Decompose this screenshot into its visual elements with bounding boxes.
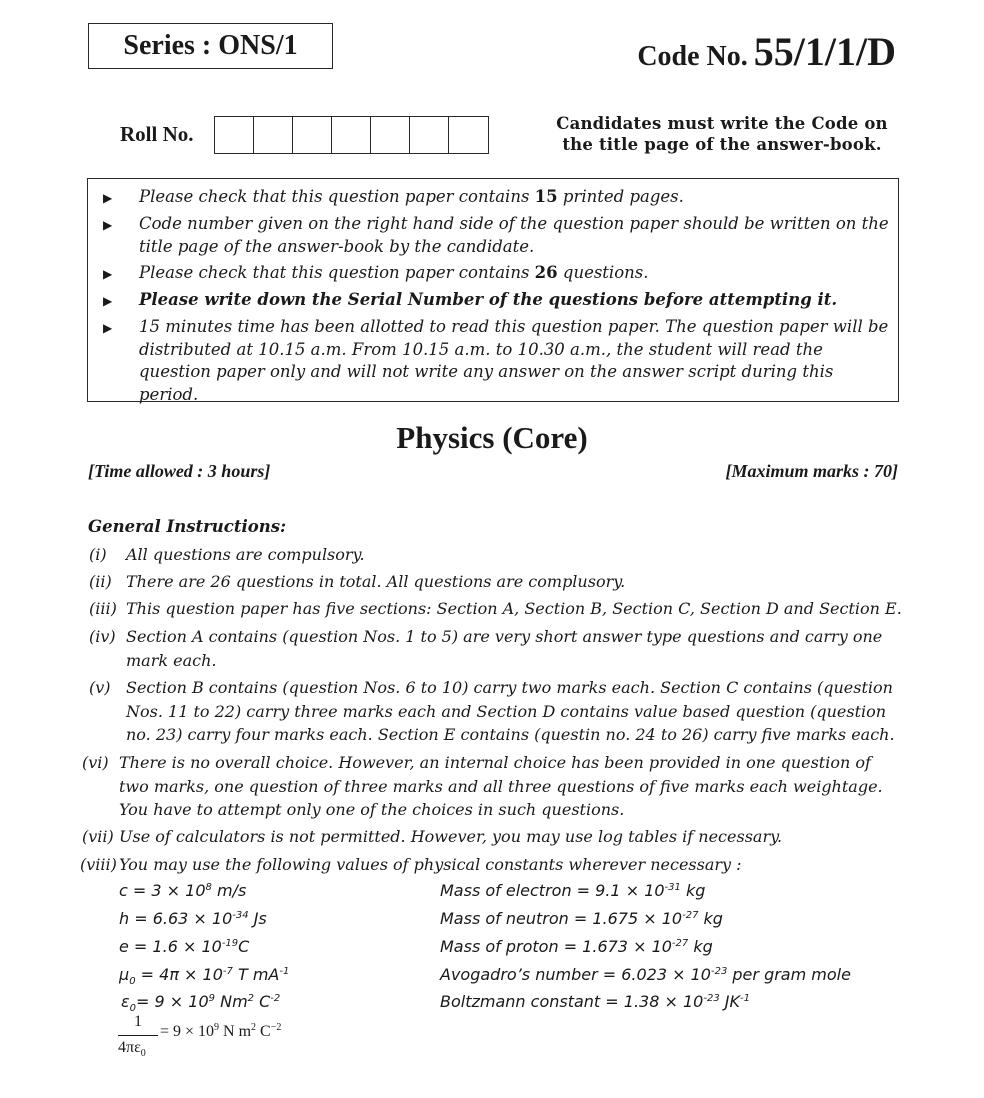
checklist-bold: 26 bbox=[534, 263, 558, 282]
roll-digit-box[interactable] bbox=[371, 117, 410, 153]
instruction-number: (v) bbox=[89, 678, 111, 697]
constant-unit-exponent: -1 bbox=[279, 966, 290, 977]
instruction-text: You may use the following values of physical constants wherever necessary : bbox=[119, 855, 742, 874]
constant-permittivity bbox=[121, 992, 281, 1014]
roll-digit-box[interactable] bbox=[215, 117, 254, 153]
code-number bbox=[637, 28, 896, 75]
instruction-number: (ii) bbox=[89, 572, 112, 591]
constant-label: Avogadro’s number = 6.023 × 10 bbox=[440, 965, 711, 984]
fraction-denominator bbox=[118, 1039, 146, 1057]
constant-symbol: e bbox=[119, 937, 129, 956]
constant-label: Mass of neutron = 1.675 × 10 bbox=[440, 909, 683, 928]
instruction-text: There is no overall choice. However, an internal choice has been provided in one question of two marks, one question of three marks and all three questions of five marks each weightage. You have to attempt only one of the choices in such questions. bbox=[119, 753, 883, 819]
denominator-text: 4πε bbox=[118, 1039, 141, 1056]
constant-symbol: h bbox=[119, 909, 130, 928]
constant-planck bbox=[119, 909, 267, 928]
constant-unit-exponent: 2 bbox=[247, 993, 255, 1004]
constant-label: Boltzmann constant = 1.38 × 10 bbox=[440, 992, 704, 1011]
roll-digit-box[interactable] bbox=[449, 117, 488, 153]
candidate-note-line: Candidates must write the Code on bbox=[556, 114, 888, 133]
constant-exponent: -7 bbox=[222, 966, 233, 977]
instruction-text: There are 26 questions in total. All questions are complusory. bbox=[126, 572, 626, 591]
rhs-unit: C bbox=[256, 1023, 271, 1040]
fraction-numerator: 1 bbox=[134, 1013, 142, 1030]
triangle-bullet-icon: ▶ bbox=[103, 321, 113, 335]
instruction-number: (vi) bbox=[82, 753, 109, 772]
series-label bbox=[88, 23, 333, 69]
series-text: Series : ONS/1 bbox=[123, 30, 298, 61]
constant-exponent: -27 bbox=[682, 910, 699, 921]
constant-unit: per gram mole bbox=[727, 965, 851, 984]
constant-exponent: -31 bbox=[664, 882, 681, 893]
triangle-bullet-icon: ▶ bbox=[103, 267, 113, 281]
constant-unit: Js bbox=[248, 909, 267, 928]
constant-exponent: -19 bbox=[221, 938, 239, 949]
constant-exponent: 9 bbox=[208, 993, 216, 1004]
constant-exponent: -27 bbox=[671, 938, 689, 949]
constant-unit-exponent: -2 bbox=[270, 993, 281, 1004]
triangle-bullet-icon: ▶ bbox=[103, 191, 113, 205]
checklist-text: Code number given on the right hand side of the question paper should be written on the title page of the answer-book by the candidate. bbox=[139, 214, 889, 256]
constant-label: Mass of proton = 1.673 × 10 bbox=[440, 937, 672, 956]
constant-speed-of-light bbox=[119, 881, 246, 900]
time-allowed: [Time allowed : 3 hours] bbox=[88, 461, 271, 481]
instruction-number: (iv) bbox=[89, 627, 116, 646]
code-label: Code No. bbox=[637, 41, 748, 72]
checklist-text: 15 minutes time has been allotted to read this question paper. The question paper will be distributed at 10.15 a.m. From 10.15 a.m. to 10.30 a.m., the student will read the question paper only and will not write any answer on the answer script during this period. bbox=[139, 317, 889, 404]
instruction-number: (iii) bbox=[89, 599, 117, 618]
triangle-bullet-icon: ▶ bbox=[103, 294, 113, 308]
roll-number-boxes bbox=[214, 116, 489, 154]
constant-symbol: μ bbox=[119, 965, 130, 984]
constant-unit-exponent: -1 bbox=[739, 993, 750, 1004]
constant-unit: Nm bbox=[215, 992, 248, 1011]
constant-unit: kg bbox=[688, 937, 713, 956]
roll-digit-box[interactable] bbox=[254, 117, 293, 153]
instruction-text: Section B contains (question Nos. 6 to 10) carry two marks each. Section C contains (question Nos. 11 to 22) carry three marks each and Section D contains value based question (question no. 23) carry four marks each. Section E contains (questin no. 24 to 26) carry five marks each. bbox=[126, 678, 895, 744]
constant-exponent: -34 bbox=[232, 910, 249, 921]
denominator-subscript: 0 bbox=[140, 1048, 146, 1059]
constant-symbol: ε bbox=[121, 992, 130, 1011]
constant-exponent: -23 bbox=[703, 993, 720, 1004]
constant-subscript: 0 bbox=[129, 976, 136, 987]
constant-proton-mass bbox=[440, 937, 713, 956]
constant-avogadro bbox=[440, 965, 851, 984]
checklist-box bbox=[87, 178, 899, 402]
checklist-item bbox=[139, 316, 891, 406]
instruction-text: Use of calculators is not permitted. However, you may use log tables if necessary. bbox=[119, 827, 783, 846]
checklist-item bbox=[139, 213, 891, 258]
instruction-text: All questions are compulsory. bbox=[126, 545, 365, 564]
constant-electron-mass bbox=[440, 881, 705, 900]
constant-electron-charge bbox=[119, 937, 249, 956]
instruction-number: (vii) bbox=[82, 827, 114, 846]
constant-unit: kg bbox=[680, 881, 706, 900]
instruction-number: (i) bbox=[89, 545, 107, 564]
constant-symbol: c bbox=[119, 881, 128, 900]
candidate-note-line: the title page of the answer-book. bbox=[562, 135, 882, 154]
constant-value: = 6.63 × 10 bbox=[129, 909, 233, 928]
checklist-text: questions. bbox=[557, 263, 649, 282]
constant-exponent: 8 bbox=[205, 882, 212, 893]
constant-subscript: 0 bbox=[129, 1003, 137, 1014]
rhs-unit-exponent: −2 bbox=[270, 1022, 282, 1033]
rhs-unit-exponent: 2 bbox=[251, 1022, 257, 1033]
constant-label: Mass of electron = 9.1 × 10 bbox=[440, 881, 665, 900]
roll-digit-box[interactable] bbox=[293, 117, 332, 153]
checklist-text: printed pages. bbox=[557, 187, 684, 206]
candidate-note bbox=[548, 113, 896, 155]
rhs-exponent: 9 bbox=[214, 1022, 220, 1033]
instruction-text: Section A contains (question Nos. 1 to 5) are very short answer type questions and carry one mark each. bbox=[126, 627, 883, 670]
checklist-item bbox=[139, 262, 891, 285]
constant-unit: kg bbox=[698, 909, 723, 928]
constant-permeability bbox=[119, 965, 290, 987]
rhs-value: = 9 × 10 bbox=[160, 1023, 215, 1040]
constant-value: = 1.6 × 10 bbox=[128, 937, 222, 956]
checklist-text: Please check that this question paper contains bbox=[139, 263, 535, 282]
checklist-text: Please check that this question paper contains bbox=[139, 187, 535, 206]
constant-unit: C bbox=[254, 992, 271, 1011]
maximum-marks: [Maximum marks : 70] bbox=[725, 461, 898, 481]
constant-exponent: -23 bbox=[710, 966, 728, 977]
rhs-unit: N m bbox=[219, 1023, 252, 1040]
general-instructions-heading: General Instructions: bbox=[88, 517, 287, 536]
constant-value: = 9 × 10 bbox=[136, 992, 209, 1011]
checklist-item bbox=[139, 186, 891, 209]
roll-digit-box[interactable] bbox=[410, 117, 449, 153]
instruction-text: This question paper has five sections: Section A, Section B, Section C, Section D and Section E. bbox=[126, 599, 902, 618]
checklist-item bbox=[139, 289, 891, 312]
roll-number-label: Roll No. bbox=[120, 122, 194, 146]
constant-boltzmann bbox=[440, 992, 750, 1011]
fraction-rhs bbox=[160, 1023, 281, 1041]
roll-digit-box[interactable] bbox=[332, 117, 371, 153]
instruction-number: (viii) bbox=[80, 855, 117, 874]
checklist-bold: Please write down the Serial Number of the questions before attempting it. bbox=[139, 290, 838, 309]
constant-unit: C bbox=[238, 937, 250, 956]
constant-unit: JK bbox=[719, 992, 740, 1011]
constant-unit: m/s bbox=[211, 881, 247, 900]
constant-value: = 4π × 10 bbox=[135, 965, 223, 984]
constant-value: = 3 × 10 bbox=[127, 881, 206, 900]
code-value: 55/1/1/D bbox=[753, 29, 896, 74]
constant-unit: T mA bbox=[232, 965, 280, 984]
triangle-bullet-icon: ▶ bbox=[103, 218, 113, 232]
paper-title: Physics (Core) bbox=[396, 420, 588, 455]
fraction-bar bbox=[118, 1035, 158, 1036]
checklist-bold: 15 bbox=[534, 187, 558, 206]
constant-neutron-mass bbox=[440, 909, 723, 928]
